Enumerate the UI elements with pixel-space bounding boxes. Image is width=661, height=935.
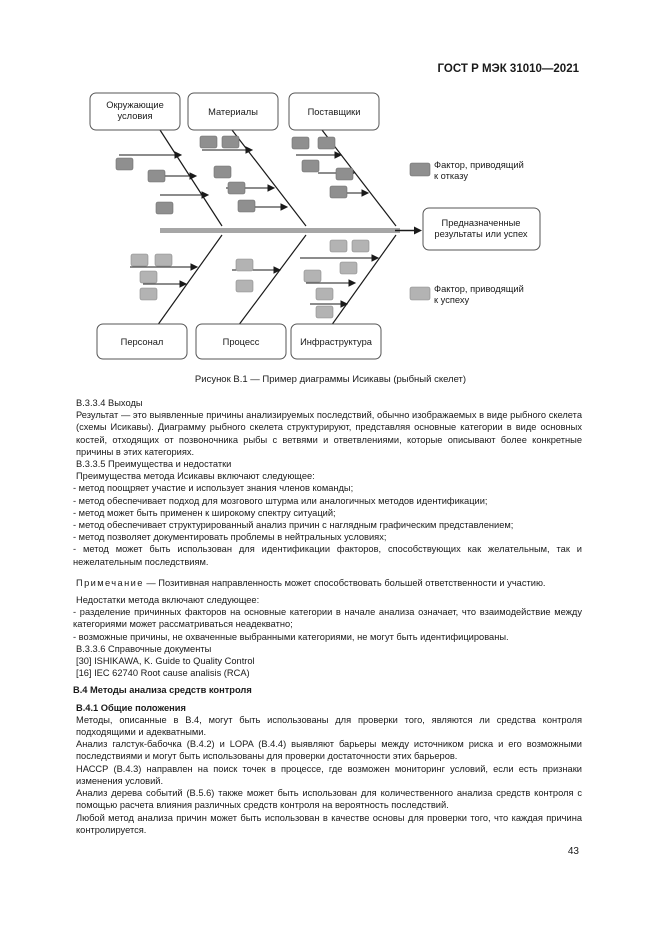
failure-factor-boxes	[116, 136, 353, 214]
section-heading: B.3.3.4 Выходы	[76, 398, 143, 408]
figure-caption: Рисунок В.1 — Пример диаграммы Исикавы (рыбный скелет)	[194, 374, 467, 385]
category-label-infrastructure: Инфраструктура	[300, 337, 372, 347]
reference: [16] IEC 62740 Root cause analisis (RCA)	[76, 668, 250, 679]
head-label: Предназначенные результаты или успех	[434, 218, 528, 239]
paragraph: Методы, описанные в В.4, могут быть использованы для проверки того, являются ли средства контроля подходящими и адекватными.	[76, 714, 582, 738]
legend-success-label: Фактор, приводящий к успеху	[434, 284, 524, 305]
legend-success-swatch	[410, 287, 430, 300]
paragraph: Любой метод анализа причин может быть использован в качестве основы для проверки того, что каждая причина контролируется.	[76, 812, 582, 835]
list-item: - метод может быть применен к широкому спектру ситуаций;	[73, 507, 336, 518]
page-number: 43	[567, 846, 579, 857]
paragraph: Недостатки метода включают следующее:	[76, 595, 260, 606]
list-item: - возможные причины, не охваченные выбранными категориями, не могут быть идентифицированы.	[73, 631, 509, 642]
list-item: - метод позволяет документировать проблемы в нейтральных условиях;	[73, 532, 387, 543]
fish-spine	[160, 228, 400, 233]
success-factor-boxes	[131, 240, 369, 318]
ishikawa-diagram	[0, 0, 661, 370]
bone-personnel	[157, 235, 222, 326]
section-heading: B.4 Методы анализа средств контроля	[73, 685, 252, 696]
list-item: - метод может быть использован для идентификации факторов, способствующих как желательным, так и нежелательным последствиям.	[73, 544, 582, 567]
category-label-materials: Материалы	[208, 107, 258, 117]
list-item: - метод обеспечивает структурированный анализ причин с наглядным графическим представлением;	[73, 520, 514, 531]
legend-failure-swatch	[410, 163, 430, 176]
note-label: Примечание	[76, 577, 144, 588]
subsection-heading: B.4.1 Общие положения	[76, 702, 186, 713]
category-label-process: Процесс	[222, 337, 260, 347]
category-label-suppliers: Поставщики	[307, 107, 361, 117]
list-item: - разделение причинных факторов на основные категории в начале анализа означает, что взаимодействие между категориями может рассматриваться неадекватно;	[73, 607, 582, 630]
note	[76, 577, 582, 589]
paragraph: Анализ галстук-бабочка (В.4.2) и LOPA (В.4.4) выявляют барьеры между источником риска и его возможными последствиями и могут быть использованы для проверки достаточности этих барьеров.	[76, 739, 582, 762]
paragraph: Результат — это выявленные причины анализируемых последствий, обычно изображаемых в виде рыбного скелета (схемы Исикавы). Диаграмму рыбного скелета структурируют, представляя основные категории в виде основных костей, отходящих от позвоночника рыбы с ветвями и ответвлениями, которые описывают более конкретные причины в этих категориях.	[76, 410, 582, 457]
standard-designation: ГОСТ Р МЭК 31010—2021	[437, 63, 579, 75]
spine-arrowhead	[414, 227, 422, 235]
paragraph: НАССР (В.4.3) направлен на поиск точек в процессе, где возможен мониторинг условий, если есть признаки изменения условий.	[76, 763, 582, 786]
category-label-personnel: Персонал	[120, 337, 164, 347]
list-item: - метод обеспечивает подход для мозгового штурма или аналогичных методов идентификации;	[73, 495, 488, 506]
section-heading: B.3.3.6 Справочные документы	[76, 643, 212, 654]
list-item: - метод поощряет участие и использует знания членов команды;	[73, 483, 354, 494]
paragraph: Преимущества метода Исикавы включают следующее:	[76, 471, 315, 482]
document-body	[73, 397, 582, 836]
reference: [30] ISHIKAWA, K. Guide to Quality Control	[76, 656, 255, 667]
section-heading: B.3.3.5 Преимущества и недостатки	[76, 459, 232, 470]
note-text: — Позитивная направленность может способствовать большей ответственности и участию.	[143, 577, 546, 588]
paragraph: Анализ дерева событий (В.5.6) также может быть использован для количественного анализа средств контроля с помощью расчета влияния различных средств контроля на вероятность последствий.	[76, 788, 582, 811]
legend-failure-label: Фактор, приводящий к отказу	[434, 160, 524, 181]
category-label-environment: Окружающие условия	[106, 100, 164, 121]
